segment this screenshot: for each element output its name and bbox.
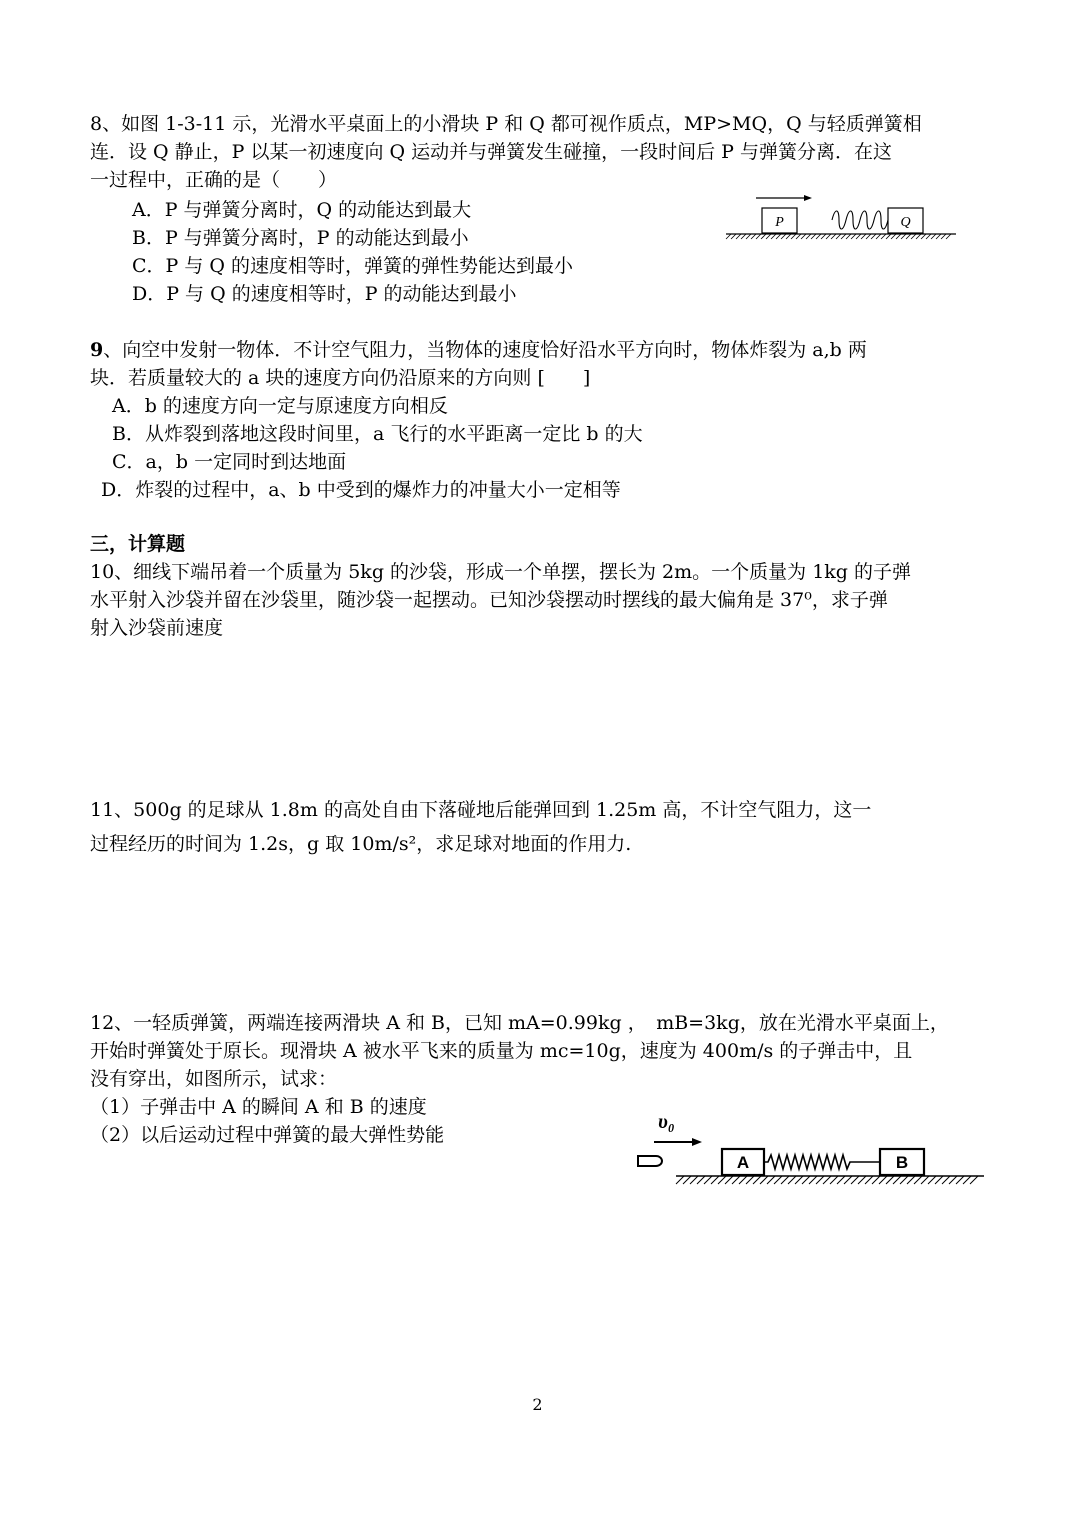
hatch-stroke <box>907 1176 915 1184</box>
hatch-stroke <box>946 234 951 239</box>
q12-line-3: 没有穿出，如图所示，试求： <box>90 1068 338 1090</box>
hatch-stroke <box>879 1176 887 1184</box>
block-a-label: A <box>736 1153 750 1172</box>
q8-option-d: D．P 与 Q 的速度相等时，P 的动能达到最小 <box>132 283 517 305</box>
hatch-stroke <box>704 1176 712 1184</box>
hatch-stroke <box>871 234 876 239</box>
hatch-stroke <box>781 234 786 239</box>
q8-line-1: 8、如图 1-3-11 示，光滑水平桌面上的小滑块 P 和 Q 都可视作质点，MP>MQ，Q 与轻质弹簧相 <box>90 113 922 135</box>
q8-option-a: A．P 与弹簧分离时，Q 的动能达到最大 <box>132 199 472 221</box>
hatch-stroke <box>936 234 941 239</box>
hatch-stroke <box>711 1176 719 1184</box>
hatch-stroke <box>901 234 906 239</box>
hatch-stroke <box>851 234 856 239</box>
hatch-stroke <box>906 234 911 239</box>
ground-hatch <box>726 234 951 239</box>
hatch-stroke <box>858 1176 866 1184</box>
hatch-stroke <box>760 1176 768 1184</box>
hatch-stroke <box>731 234 736 239</box>
hatch-stroke <box>876 234 881 239</box>
q11-line-1: 11、500g 的足球从 1.8m 的高处自由下落碰地后能弹回到 1.25m 高，不计空气阻力，这一 <box>90 799 872 821</box>
hatch-stroke <box>866 234 871 239</box>
hatch-stroke <box>732 1176 740 1184</box>
q10-line-2: 水平射入沙袋并留在沙袋里，随沙袋一起摆动。已知沙袋摆动时摆线的最大偏角是 37⁰，求子弹 <box>90 589 888 611</box>
section-title: 三，计算题 <box>90 533 186 555</box>
q9-option-b: B．从炸裂到落地这段时间里，a 飞行的水平距离一定比 b 的大 <box>112 423 643 445</box>
hatch-stroke <box>816 1176 824 1184</box>
q9-line-1 <box>90 336 867 364</box>
hatch-stroke <box>926 234 931 239</box>
hatch-stroke <box>781 1176 789 1184</box>
hatch-stroke <box>751 234 756 239</box>
hatch-stroke <box>831 234 836 239</box>
hatch-stroke <box>761 234 766 239</box>
hatch-stroke <box>911 234 916 239</box>
block-b-label: B <box>895 1153 909 1172</box>
hatch-stroke <box>753 1176 761 1184</box>
q8-spring-figure <box>722 188 962 244</box>
hatch-stroke <box>928 1176 936 1184</box>
q8-line-2: 连．设 Q 静止，P 以某一初速度向 Q 运动并与弹簧发生碰撞，一段时间后 P 与弹簧分离．在这 <box>90 141 893 163</box>
hatch-stroke <box>718 1176 726 1184</box>
hatch-stroke <box>856 234 861 239</box>
hatch-stroke <box>891 234 896 239</box>
q12-bullet-figure <box>630 1104 990 1196</box>
hatch-stroke <box>949 1176 957 1184</box>
q10-line-3: 射入沙袋前速度 <box>90 617 224 639</box>
hatch-stroke <box>802 1176 810 1184</box>
hatch-stroke <box>736 234 741 239</box>
page-number: 2 <box>532 1395 543 1414</box>
hatch-stroke <box>921 234 926 239</box>
hatch-stroke <box>823 1176 831 1184</box>
hatch-stroke <box>816 234 821 239</box>
hatch-stroke <box>746 1176 754 1184</box>
hatch-stroke <box>725 1176 733 1184</box>
hatch-stroke <box>776 234 781 239</box>
hatch-stroke <box>739 1176 747 1184</box>
hatch-stroke <box>931 234 936 239</box>
hatch-stroke <box>771 234 776 239</box>
hatch-stroke <box>801 234 806 239</box>
hatch-stroke <box>791 234 796 239</box>
hatch-stroke <box>766 234 771 239</box>
hatch-stroke <box>872 1176 880 1184</box>
hatch-stroke <box>881 234 886 239</box>
q12-line-1: 12、一轻质弹簧，两端连接两滑块 A 和 B，已知 mA=0.99kg ， mB=3kg，放在光滑水平桌面上， <box>90 1012 949 1034</box>
q12-sub-2: （2）以后运动过程中弹簧的最大弹性势能 <box>90 1124 445 1146</box>
hatch-stroke <box>837 1176 845 1184</box>
hatch-stroke <box>676 1176 684 1184</box>
hatch-stroke <box>935 1176 943 1184</box>
q10-line-1: 10、细线下端吊着一个质量为 5kg 的沙袋，形成一个单摆，摆长为 2m。一个质量为 1kg 的子弹 <box>90 561 912 583</box>
hatch-stroke <box>956 1176 964 1184</box>
hatch-stroke <box>963 1176 971 1184</box>
hatch-stroke <box>726 234 731 239</box>
q9-line-1-text: 、向空中发射一物体．不计空气阻力，当物体的速度恰好沿水平方向时，物体炸裂为 a,b 两 <box>103 339 867 361</box>
v0-label: υ₀ <box>658 1111 675 1133</box>
arrow-head <box>692 1138 702 1146</box>
q8-option-b: B．P 与弹簧分离时，P 的动能达到最小 <box>132 227 469 249</box>
spring <box>764 1155 880 1169</box>
hatch-stroke <box>683 1176 691 1184</box>
hatch-stroke <box>846 234 851 239</box>
hatch-stroke <box>774 1176 782 1184</box>
block-p-label: P <box>775 215 784 230</box>
q8-option-c: C．P 与 Q 的速度相等时，弹簧的弹性势能达到最小 <box>132 255 574 277</box>
hatch-stroke <box>900 1176 908 1184</box>
hatch-stroke <box>836 234 841 239</box>
hatch-stroke <box>914 1176 922 1184</box>
hatch-stroke <box>896 234 901 239</box>
hatch-stroke <box>756 234 761 239</box>
block-q-label: Q <box>900 215 911 230</box>
hatch-stroke <box>970 1176 978 1184</box>
hatch-stroke <box>741 234 746 239</box>
hatch-stroke <box>916 234 921 239</box>
hatch-stroke <box>811 234 816 239</box>
q9-number: 9 <box>90 339 104 361</box>
q12-line-2: 开始时弹簧处于原长。现滑块 A 被水平飞来的质量为 mc=10g，速度为 400m/s 的子弹击中，且 <box>90 1040 913 1062</box>
hatch-stroke <box>941 234 946 239</box>
hatch-stroke <box>821 234 826 239</box>
hatch-stroke <box>788 1176 796 1184</box>
arrow-head <box>804 195 812 201</box>
hatch-stroke <box>830 1176 838 1184</box>
bullet <box>638 1156 662 1166</box>
q9-option-d: D．炸裂的过程中，a、b 中受到的爆炸力的冲量大小一定相等 <box>101 479 621 501</box>
hatch-stroke <box>861 234 866 239</box>
hatch-stroke <box>697 1176 705 1184</box>
hatch-stroke <box>893 1176 901 1184</box>
hatch-stroke <box>921 1176 929 1184</box>
q8-line-3: 一过程中，正确的是（ ） <box>90 169 338 191</box>
hatch-stroke <box>809 1176 817 1184</box>
hatch-stroke <box>806 234 811 239</box>
hatch-stroke <box>826 234 831 239</box>
hatch-stroke <box>841 234 846 239</box>
hatch-stroke <box>865 1176 873 1184</box>
hatch-stroke <box>767 1176 775 1184</box>
hatch-stroke <box>786 234 791 239</box>
hatch-stroke <box>942 1176 950 1184</box>
hatch-stroke <box>746 234 751 239</box>
hatch-stroke <box>690 1176 698 1184</box>
spring <box>832 211 894 229</box>
q9-option-c: C．a，b 一定同时到达地面 <box>112 451 347 473</box>
q12-sub-1: （1）子弹击中 A 的瞬间 A 和 B 的速度 <box>90 1096 427 1118</box>
hatch-stroke <box>844 1176 852 1184</box>
ground-hatch <box>676 1176 978 1184</box>
hatch-stroke <box>886 234 891 239</box>
hatch-stroke <box>886 1176 894 1184</box>
q9-line-2: 块．若质量较大的 a 块的速度方向仍沿原来的方向则 [ ] <box>90 367 591 389</box>
hatch-stroke <box>795 1176 803 1184</box>
q11-line-2: 过程经历的时间为 1.2s，g 取 10m/s²，求足球对地面的作用力. <box>90 833 632 855</box>
q9-option-a: A．b 的速度方向一定与原速度方向相反 <box>112 395 448 417</box>
hatch-stroke <box>796 234 801 239</box>
hatch-stroke <box>851 1176 859 1184</box>
